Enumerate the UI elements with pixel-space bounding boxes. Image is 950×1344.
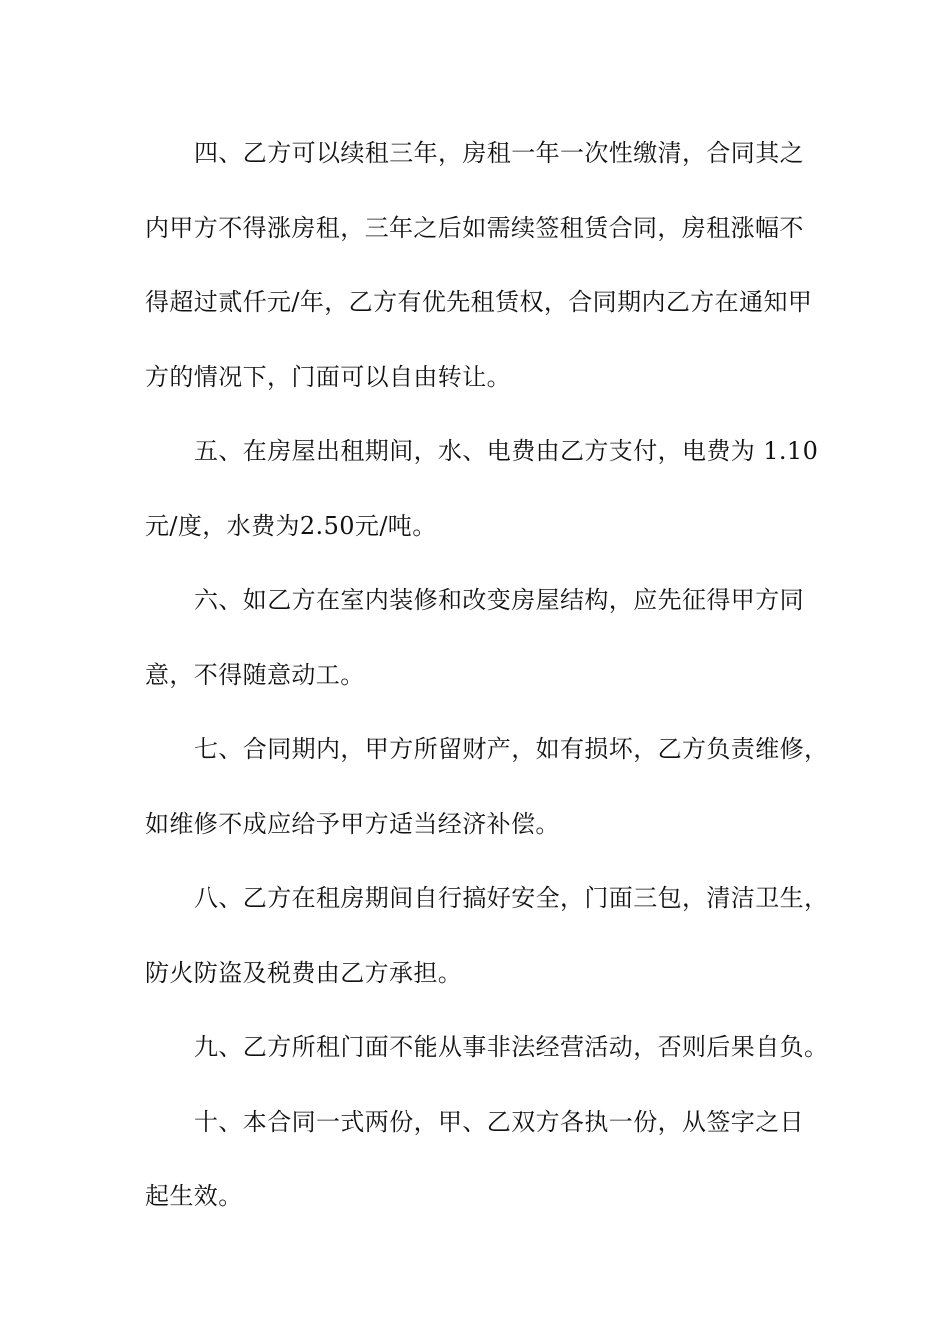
clause-line: 八、乙方在租房期间自行搞好安全，门面三包，清洁卫生， <box>194 884 829 912</box>
clause-line: 意，不得随意动工。 <box>145 660 365 689</box>
clause-9 <box>145 1018 829 1093</box>
clause-8 <box>145 869 829 1018</box>
clause-line: 七、合同期内，甲方所留财产，如有损坏，乙方负责维修， <box>194 735 829 763</box>
clause-line: 起生效。 <box>145 1182 243 1210</box>
clause-line: 元/度，水费为2.50元/吨。 <box>145 511 437 540</box>
clause-4 <box>145 124 813 422</box>
clause-5 <box>145 422 819 571</box>
clause-line: 十、本合同一式两份，甲、乙双方各执一份，从签字之日 <box>194 1107 804 1136</box>
clause-line: 防火防盗及税费由乙方承担。 <box>145 958 463 987</box>
clause-line: 内甲方不得涨房租，三年之后如需续签租赁合同，房租涨幅不 <box>145 213 804 242</box>
clause-10 <box>145 1093 810 1242</box>
clause-7 <box>145 720 829 869</box>
contract-body <box>145 124 829 1242</box>
clause-line: 九、乙方所租门面不能从事非法经营活动，否则后果自负。 <box>194 1033 829 1061</box>
clause-line: 得超过贰仟元/年，乙方有优先租赁权，合同期内乙方在通知甲 <box>145 288 813 316</box>
clause-line: 如维修不成应给予甲方适当经济补偿。 <box>145 809 560 838</box>
clause-line: 四、乙方可以续租三年，房租一年一次性缴清，合同其之 <box>194 139 804 167</box>
clause-line: 六、如乙方在室内装修和改变房屋结构，应先征得甲方同 <box>194 586 804 614</box>
clause-line: 方的情况下，门面可以自由转让。 <box>145 362 511 391</box>
clause-6 <box>145 571 810 720</box>
clause-line: 五、在房屋出租期间，水、电费由乙方支付，电费为 1.10 <box>194 437 819 465</box>
